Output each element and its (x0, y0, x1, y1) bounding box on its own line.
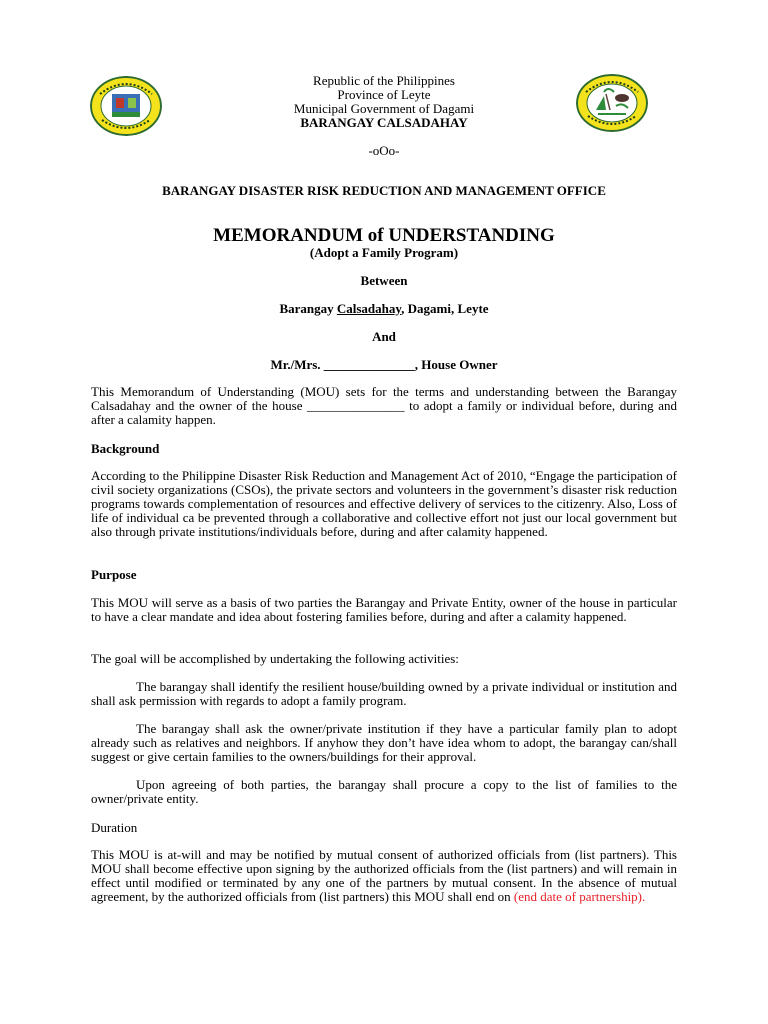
party-two: Mr./Mrs. ______________, House Owner (270, 357, 498, 372)
activity-three: Upon agreeing of both parties, the barangay shall procure a copy to the list of families to the owner/private entity. (91, 777, 677, 806)
document-title: MEMORANDUM of UNDERSTANDING (213, 225, 555, 246)
header-separator: -oOo- (368, 143, 400, 158)
intro-paragraph: This Memorandum of Understanding (MOU) sets for the terms and understanding between the Barangay Calsadahay and the owner of the house _______________ to adopt a family or individual before, during and after a calamity happen. (91, 384, 677, 427)
header-barangay: BARANGAY CALSADAHAY (300, 115, 468, 130)
header-municipality: Municipal Government of Dagami (293, 101, 475, 116)
purpose-paragraph: This MOU will serve as a basis of two parties the Barangay and Private Entity, owner of the house in particular to have a clear mandate and idea about fostering families before, during and after a calamity happened. (91, 595, 677, 624)
duration-text: This MOU is at-will and may be notified by mutual consent of authorized officials from (list partners). This MOU shall become effective upon signing by the authorized officials from the (list partners) and will remain in effect until modified or terminated by any one of the partners by mutual consent. In the absence of mutual agreement, by the authorized officials from (list partners) this MOU shall end on (91, 847, 677, 904)
party-one-name: Calsadahay (336, 301, 402, 316)
purpose-heading: Purpose (91, 567, 137, 582)
and-label: And (372, 329, 396, 344)
document-subtitle: (Adopt a Family Program) (309, 245, 459, 260)
between-label: Between (360, 273, 408, 288)
duration-heading: Duration (91, 820, 138, 835)
header-province: Province of Leyte (337, 87, 431, 102)
background-heading: Background (91, 441, 160, 456)
activity-one: The barangay shall identify the resilient house/building owned by a private individual or institution and shall ask permission with regards to adopt a family program. (91, 679, 677, 708)
header-republic: Republic of the Philippines (313, 73, 455, 88)
party-one-prefix: Barangay (279, 301, 337, 316)
party-one-suffix: , Dagami, Leyte (401, 301, 489, 316)
party-one (0, 301, 768, 317)
goal-paragraph: The goal will be accomplished by undertaking the following activities: (91, 651, 459, 666)
background-paragraph: According to the Philippine Disaster Risk Reduction and Management Act of 2010, “Engage the participation of civil society organizations (CSOs), the private sectors and volunteers in the government’s disaster risk reduction programs towards complementation of resources and effective delivery of services to the citizenry. Also, Loss of life of individual ca be prevented through a collaborative and collective effort not just our local government but also through private institutions/individuals before, during and after calamity happened. (91, 468, 677, 539)
office-name: BARANGAY DISASTER RISK REDUCTION AND MANAGEMENT OFFICE (162, 183, 606, 198)
activity-two: The barangay shall ask the owner/private institution if they have a particular family plan to adopt already such as relatives and neighbors. If anyhow they don’t have idea whom to adopt, the barangay can/shall suggest or give certain families to the owners/buildings for their approval. (91, 721, 677, 764)
duration-paragraph (91, 848, 677, 904)
duration-end-date: (end date of partnership). (513, 889, 646, 904)
